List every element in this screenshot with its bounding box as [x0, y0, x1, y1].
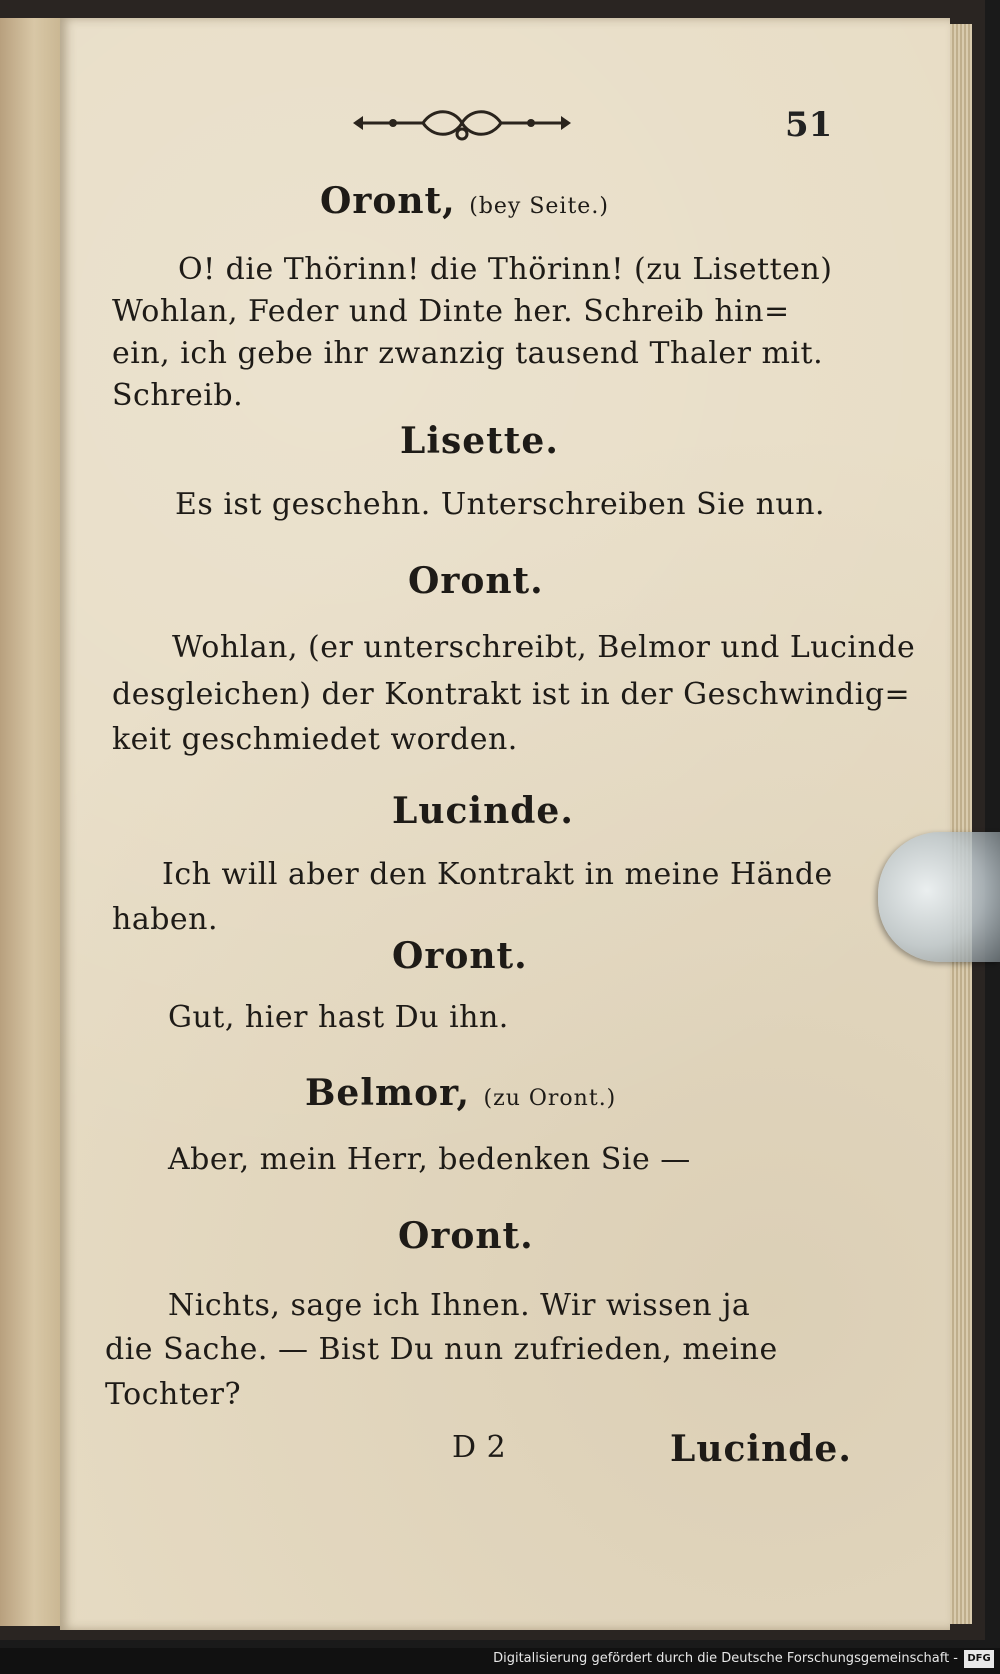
text-line: ein, ich gebe ihr zwanzig tausend Thaler mit. [112, 336, 824, 371]
text-line: Es ist geschehn. Unterschreiben Sie nun. [175, 487, 826, 522]
text-line: Wohlan, Feder und Dinte her. Schreib hin= [112, 294, 790, 329]
text-line: Aber, mein Herr, bedenken Sie — [168, 1142, 691, 1177]
speaker-name: Belmor, [305, 1072, 470, 1114]
stage-direction: (zu Oront.) [483, 1086, 617, 1111]
text-line: desgleichen) der Kontrakt ist in der Geschwindig= [112, 677, 911, 712]
stage-direction: (bey Seite.) [469, 194, 609, 219]
text-line: Gut, hier hast Du ihn. [168, 1000, 509, 1035]
speaker-name: Lisette. [400, 420, 559, 462]
page-stack-edge [950, 24, 972, 1624]
text-line: Schreib. [112, 378, 244, 413]
decorative-ornament [353, 104, 571, 142]
speaker-name: Oront. [392, 935, 528, 977]
text-line: Wohlan, (er unterschreibt, Belmor und Lucinde [172, 630, 916, 665]
text-line: keit geschmiedet worden. [112, 722, 518, 757]
signature-mark: D 2 [452, 1430, 507, 1465]
catchword: Lucinde. [670, 1428, 852, 1470]
speaker-name: Lucinde. [392, 790, 574, 832]
speaker-name: Oront. [408, 560, 544, 602]
credit-text: Digitalisierung gefördert durch die Deutsche Forschungsgemeinschaft - [493, 1651, 958, 1666]
speaker-heading [305, 1072, 616, 1114]
text-line: Ich will aber den Kontrakt in meine Hände [162, 857, 833, 892]
text-line: Nichts, sage ich Ihnen. Wir wissen ja [168, 1288, 751, 1323]
left-page-edge [0, 18, 64, 1626]
text-line: die Sache. — Bist Du nun zufrieden, meine [105, 1332, 778, 1367]
speaker-heading [320, 180, 609, 222]
page-number: 51 [785, 105, 833, 145]
speaker-name: Oront, [320, 180, 456, 222]
dfg-logo: DFG [964, 1650, 994, 1668]
text-line: O! die Thörinn! die Thörinn! (zu Lisetten) [178, 252, 833, 287]
page-clip [878, 832, 1000, 962]
speaker-name: Oront. [398, 1215, 534, 1257]
text-line: Tochter? [105, 1377, 242, 1412]
text-line: haben. [112, 902, 219, 937]
